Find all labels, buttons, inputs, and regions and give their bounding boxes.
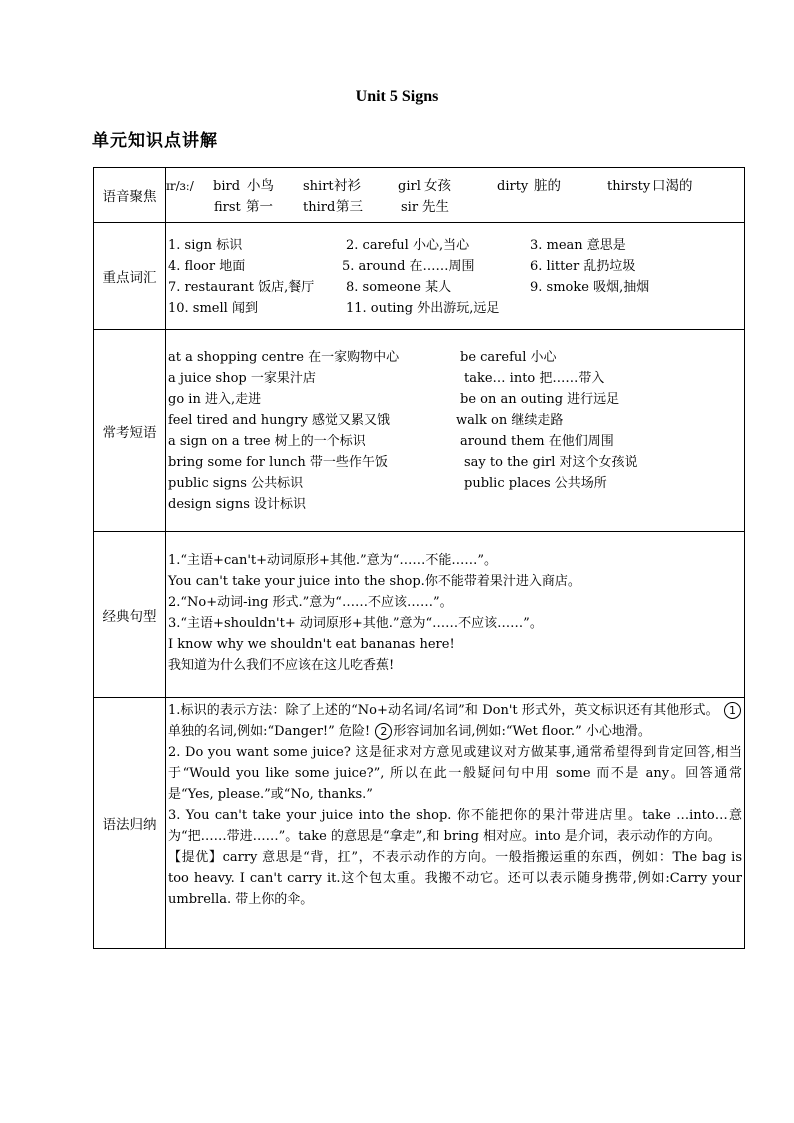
phonics-meaning: 脏的: [534, 178, 561, 194]
sentence-line: I know why we shouldn't eat bananas here!: [168, 637, 455, 652]
phrase-item: say to the girl 对这个女孩说: [464, 455, 638, 470]
phonics-meaning: 第一: [246, 199, 273, 215]
vocab-item: 6. litter 乱扔垃圾: [530, 259, 636, 274]
vocab-item: 3. mean 意思是: [530, 238, 626, 253]
vocab-item: 4. floor 地面: [168, 259, 246, 274]
grammar-content: [166, 698, 745, 949]
phrase-item: feel tired and hungry 感觉又累又饿: [168, 413, 390, 428]
phonics-word: third: [303, 200, 336, 215]
phonics-word: dirty: [497, 179, 529, 194]
phrase-item: a sign on a tree 树上的一个标识: [168, 434, 366, 449]
vocab-item: 10. smell 闻到: [168, 301, 258, 316]
vocab-item: 1. sign 标识: [168, 238, 243, 253]
phrase-item: design signs 设计标识: [168, 497, 306, 512]
vocab-item: 11. outing 外出游玩,远足: [346, 301, 500, 316]
vocab-item: 7. restaurant 饭店,餐厅: [168, 280, 315, 295]
vocab-label: 重点词汇: [94, 223, 166, 330]
phrase-item: at a shopping centre 在一家购物中心: [168, 350, 400, 365]
sentence-line: 1.“主语+can't+动词原形+其他.”意为“……不能……”。: [168, 553, 497, 568]
grammar-text: 1.标识的表示方法：除了上述的“No+动名词/名词”和 Don't 形式外，英文标识还有其他形式。: [168, 703, 719, 718]
vocab-content: [166, 223, 745, 330]
sentence-line: 2.“No+动词-ing 形式.”意为“……不应该……”。: [168, 595, 453, 610]
phonics-content: [166, 168, 745, 223]
phrases-content: [166, 330, 745, 532]
phrase-item: be careful 小心: [460, 350, 557, 365]
phrase-item: be on an outing 进行远足: [460, 392, 620, 407]
phrase-item: around them 在他们周围: [460, 434, 614, 449]
grammar-paragraph-1: [168, 700, 742, 742]
knowledge-table: [93, 167, 745, 949]
sentence-line: You can't take your juice into the shop.你不能带着果汁进入商店。: [168, 574, 581, 589]
phonics-word: thirsty: [607, 179, 651, 194]
phrase-item: public signs 公共标识: [168, 476, 304, 491]
vocab-row: [94, 223, 745, 330]
sentences-content: [166, 532, 745, 698]
sentence-line: 3.“主语+shouldn't+ 动词原形+其他.”意为“……不应该……”。: [168, 616, 543, 631]
grammar-text: 单独的名词,例如:“Danger!” 危险!: [168, 724, 371, 739]
grammar-label: 语法归纳: [94, 698, 166, 949]
phonics-row: [94, 168, 745, 223]
phonics-meaning: 第三: [336, 199, 363, 215]
grammar-paragraph-3: 3. You can't take your juice into the shop. 你不能把你的果汁带进店里。take …into…意为“把……带进……”。take 的意思是“拿走”,和 bring 相对应。into 是介词，表示动作的方向。: [168, 808, 742, 844]
vocab-item: 2. careful 小心,当心: [346, 238, 470, 253]
circled-number-one: 1: [724, 702, 741, 719]
phonics-meaning: 口渴的: [652, 178, 693, 194]
sentence-line: 我知道为什么我们不应该在这儿吃香蕉!: [168, 658, 395, 673]
grammar-paragraph-4: 【提优】carry 意思是“背，扛”，不表示动作的方向。一般指搬运重的东西，例如：The bag is too heavy. I can't carry it.这个包太重。我搬不动它。还可以表示随身携带,例如:Carry your umbrella. 带上你的伞。: [168, 850, 742, 907]
phrases-label: 常考短语: [94, 330, 166, 532]
phonics-word: sir: [401, 200, 419, 215]
phrase-item: take… into 把……带入: [464, 371, 605, 386]
circled-number-two: 2: [375, 723, 392, 740]
grammar-paragraph-2: 2. Do you want some juice? 这是征求对方意见或建议对方做某事,通常希望得到肯定回答,相当于“Would you like some juice?”, 所以在此一般疑问句中用 some 而不是 any。回答通常是“Yes, please.”或“No, thanks.”: [168, 745, 742, 802]
phrases-row: [94, 330, 745, 532]
phrase-item: walk on 继续走路: [456, 413, 564, 428]
phonics-word: first: [214, 200, 241, 215]
vocab-item: 9. smoke 吸烟,抽烟: [530, 280, 650, 295]
phonics-meaning: 小鸟: [247, 178, 274, 194]
phonics-word: girl: [398, 179, 421, 194]
sentences-label: 经典句型: [94, 532, 166, 698]
vocab-item: 5. around 在……周围: [342, 259, 475, 274]
phrase-item: public places 公共场所: [464, 476, 607, 491]
grammar-text: 形容词加名词,例如:“Wet floor.” 小心地滑。: [393, 724, 651, 739]
phrase-item: go in 进入,走进: [168, 392, 262, 407]
phonics-meaning: 先生: [422, 199, 449, 215]
phonics-word: shirt: [303, 179, 334, 194]
phrase-item: bring some for lunch 带一些作午饭: [168, 455, 388, 470]
phonics-meaning: 女孩: [424, 178, 451, 194]
section-heading: 单元知识点讲解: [92, 131, 218, 151]
grammar-row: [94, 698, 745, 949]
phonics-meaning: 衬衫: [334, 178, 361, 194]
phonics-label: 语音聚焦: [94, 168, 166, 223]
phonics-word: bird: [213, 179, 241, 194]
vocab-item: 8. someone 某人: [346, 280, 452, 295]
sentences-row: [94, 532, 745, 698]
phrase-item: a juice shop 一家果汁店: [168, 371, 316, 386]
phonetic-symbol: ɪr/ɜː/: [166, 179, 194, 193]
page-title: Unit 5 Signs: [355, 88, 439, 105]
